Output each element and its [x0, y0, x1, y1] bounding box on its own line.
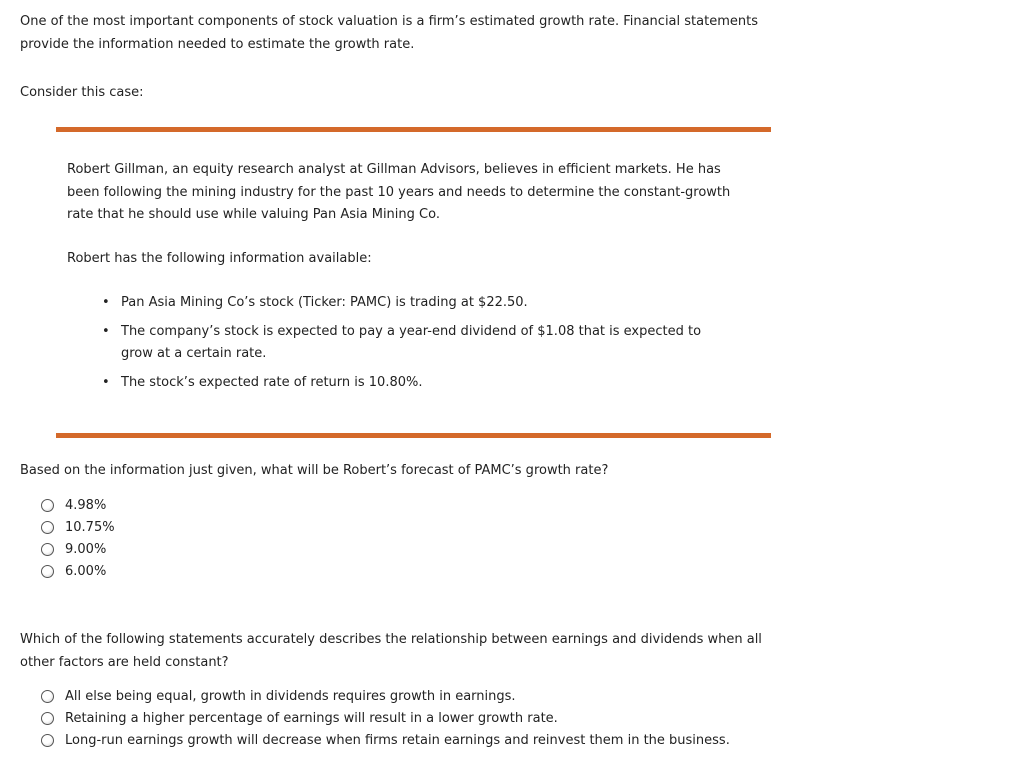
q2-option[interactable]: [41, 729, 730, 751]
q2-option-label: Retaining a higher percentage of earnings will result in a lower growth rate.: [65, 710, 558, 726]
intro-text: [20, 11, 790, 56]
radio-button-icon[interactable]: [41, 543, 54, 556]
q2-option-label: All else being equal, growth in dividends requires growth in earnings.: [65, 688, 516, 704]
q1-option-label: 9.00%: [65, 541, 107, 557]
question-2-options: [41, 685, 730, 751]
question-1-options: [41, 494, 115, 582]
q1-option[interactable]: [41, 494, 115, 516]
radio-button-icon[interactable]: [41, 521, 54, 534]
info-bullet-item: [102, 372, 742, 395]
case-top-divider: [56, 127, 771, 132]
radio-button-icon[interactable]: [41, 499, 54, 512]
radio-button-icon[interactable]: [41, 712, 54, 725]
radio-button-icon[interactable]: [41, 565, 54, 578]
case-bottom-divider: [56, 433, 771, 438]
question-2-text: [20, 629, 790, 674]
bullet-dot-icon: •: [102, 323, 110, 339]
radio-button-icon[interactable]: [41, 690, 54, 703]
case-line-3: rate that he should use while valuing Pan Asia Mining Co.: [67, 207, 440, 222]
question-2-line-2: other factors are held constant?: [20, 654, 229, 670]
bullet-dot-icon: •: [102, 295, 110, 310]
case-line-1: Robert Gillman, an equity research analyst at Gillman Advisors, believes in efficient markets. He has: [67, 162, 721, 177]
intro-line-2: provide the information needed to estimate the growth rate.: [20, 36, 415, 52]
info-label: Robert has the following information available:: [67, 251, 372, 266]
info-bullet-list: [102, 292, 742, 400]
q2-option[interactable]: [41, 685, 730, 707]
q1-option[interactable]: [41, 560, 115, 582]
case-line-2: been following the mining industry for the past 10 years and needs to determine the constant-growth: [67, 184, 731, 200]
info-bullet-item: [102, 292, 742, 315]
q1-option-label: 4.98%: [65, 497, 107, 513]
info-bullet-item: [102, 321, 742, 366]
bullet-text: Pan Asia Mining Co’s stock (Ticker: PAMC) is trading at $22.50.: [121, 295, 528, 310]
q1-option-label: 10.75%: [65, 519, 115, 535]
bullet-text-line-2: grow at a certain rate.: [121, 346, 267, 361]
question-1-text: Based on the information just given, what will be Robert’s forecast of PAMC’s growth rate?: [20, 463, 609, 478]
bullet-dot-icon: •: [102, 374, 110, 390]
q1-option[interactable]: [41, 538, 115, 560]
q1-option[interactable]: [41, 516, 115, 538]
q2-option[interactable]: [41, 707, 730, 729]
question-2-line-1: Which of the following statements accurately describes the relationship between earnings and dividends when all: [20, 632, 762, 647]
intro-line-1: One of the most important components of stock valuation is a firm’s estimated growth rate. Financial statements: [20, 14, 758, 29]
q1-option-label: 6.00%: [65, 563, 107, 579]
bullet-text: The stock’s expected rate of return is 10.80%.: [121, 374, 423, 390]
radio-button-icon[interactable]: [41, 734, 54, 747]
q2-option-label: Long-run earnings growth will decrease when firms retain earnings and reinvest them in the business.: [65, 732, 730, 748]
consider-label: Consider this case:: [20, 85, 144, 100]
bullet-text-line-1: The company’s stock is expected to pay a year-end dividend of $1.08 that is expected to: [121, 323, 702, 339]
case-description: [67, 159, 767, 227]
